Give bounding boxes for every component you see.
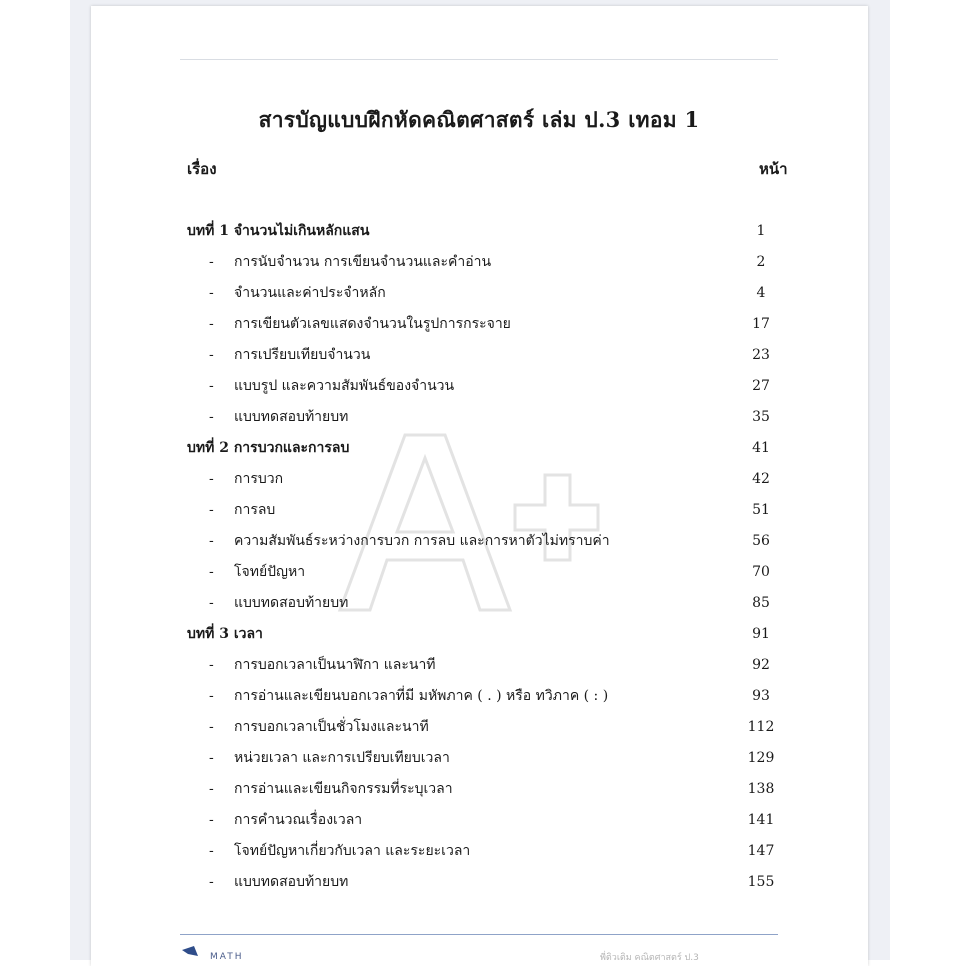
toc-entry-label: แบบทดสอบท้ายบท [234,874,349,890]
toc-entry-label: การนับจำนวน การเขียนจำนวนและคำอ่าน [234,254,492,270]
toc-entry-label: ความสัมพันธ์ระหว่างการบวก การลบ และการหาตัวไม่ทราบค่า [234,533,610,549]
toc-item-row [0,560,960,584]
toc-page-number: 138 [747,781,775,797]
toc-page-number: 129 [747,750,775,766]
toc-entry-label: แบบทดสอบท้ายบท [234,595,349,611]
toc-page-number: 41 [752,440,770,456]
footer-logo-text: MATH [210,952,244,960]
toc-title: สารบัญแบบฝึกหัดคณิตศาสตร์ เล่ม ป.3 เทอม 1 [258,107,700,132]
toc-bullet-dash: - [209,688,214,704]
toc-item-row [0,839,960,863]
toc-page-number: 23 [752,347,770,363]
toc-bullet-dash: - [209,502,214,518]
toc-item-row [0,715,960,739]
toc-entry-label: การคำนวณเรื่องเวลา [234,812,363,828]
toc-bullet-dash: - [209,533,214,549]
toc-page-number: 1 [756,223,766,239]
column-header-topic: เรื่อง [187,160,217,178]
toc-entry-label: โจทย์ปัญหา [234,564,306,580]
toc-entry-label: หน่วยเวลา และการเปรียบเทียบเวลา [234,750,450,766]
toc-page-number: 2 [756,254,766,270]
toc-item-row [0,498,960,522]
toc-entry-label: โจทย์ปัญหาเกี่ยวกับเวลา และระยะเวลา [234,843,471,859]
toc-item-row [0,405,960,429]
toc-page-number: 51 [752,502,770,518]
toc-item-row [0,374,960,398]
footer-logo-icon [180,944,260,960]
toc-bullet-dash: - [209,409,214,425]
toc-item-row [0,746,960,770]
toc-entry-label: การบวก [234,471,284,487]
footer-rule [180,934,778,935]
toc-entry-label: การเขียนตัวเลขแสดงจำนวนในรูปการกระจาย [234,316,511,332]
toc-page-number: 155 [747,874,775,890]
toc-entry-label: การอ่านและเขียนบอกเวลาที่มี มหัพภาค ( . ) หรือ ทวิภาค ( : ) [234,688,609,704]
toc-bullet-dash: - [209,347,214,363]
toc-page-number: 93 [752,688,770,704]
toc-entry-label: การบอกเวลาเป็นชั่วโมงและนาที [234,719,429,735]
toc-bullet-dash: - [209,471,214,487]
toc-page-number: 17 [752,316,770,332]
toc-entry-label: บทที่ 3 เวลา [187,626,263,642]
toc-item-row [0,777,960,801]
toc-item-row [0,591,960,615]
toc-bullet-dash: - [209,285,214,301]
toc-entry-label: บทที่ 1 จำนวนไม่เกินหลักแสน [187,223,370,239]
toc-entry-label: การเปรียบเทียบจำนวน [234,347,371,363]
toc-bullet-dash: - [209,812,214,828]
toc-entry-label: จำนวนและค่าประจำหลัก [234,285,386,301]
toc-item-row [0,250,960,274]
toc-entry-label: บทที่ 2 การบวกและการลบ [187,440,350,456]
toc-entry-label: การอ่านและเขียนกิจกรรมที่ระบุเวลา [234,781,453,797]
toc-bullet-dash: - [209,781,214,797]
toc-bullet-dash: - [209,750,214,766]
column-header-page: หน้า [759,160,788,178]
toc-item-row [0,467,960,491]
toc-item-row [0,343,960,367]
toc-chapter-row [0,622,960,646]
toc-page-number: 35 [752,409,770,425]
toc-item-row [0,529,960,553]
toc-item-row [0,808,960,832]
toc-item-row [0,281,960,305]
toc-page-number: 56 [752,533,770,549]
toc-entry-label: แบบรูป และความสัมพันธ์ของจำนวน [234,378,455,394]
toc-item-row [0,684,960,708]
toc-entry-label: การลบ [234,502,276,518]
toc-page-number: 141 [747,812,775,828]
toc-bullet-dash: - [209,843,214,859]
toc-page-number: 42 [752,471,770,487]
toc-page-number: 70 [752,564,770,580]
toc-bullet-dash: - [209,719,214,735]
toc-chapter-row [0,219,960,243]
toc-page-number: 4 [756,285,766,301]
toc-bullet-dash: - [209,874,214,890]
toc-page-number: 92 [752,657,770,673]
toc-bullet-dash: - [209,657,214,673]
toc-page-number: 91 [752,626,770,642]
toc-item-row [0,870,960,894]
toc-item-row [0,312,960,336]
toc-page-number: 27 [752,378,770,394]
toc-bullet-dash: - [209,254,214,270]
toc-bullet-dash: - [209,564,214,580]
toc-page-number: 147 [747,843,775,859]
toc-bullet-dash: - [209,316,214,332]
toc-page-number: 112 [747,719,775,735]
footer-text: พี่ติวเติม คณิตศาสตร์ ป.3 [600,953,699,963]
toc-item-row [0,653,960,677]
toc-bullet-dash: - [209,378,214,394]
toc-page-number: 85 [752,595,770,611]
toc-bullet-dash: - [209,595,214,611]
toc-entry-label: แบบทดสอบท้ายบท [234,409,349,425]
toc-chapter-row [0,436,960,460]
toc-entry-label: การบอกเวลาเป็นนาฬิกา และนาที [234,657,436,673]
